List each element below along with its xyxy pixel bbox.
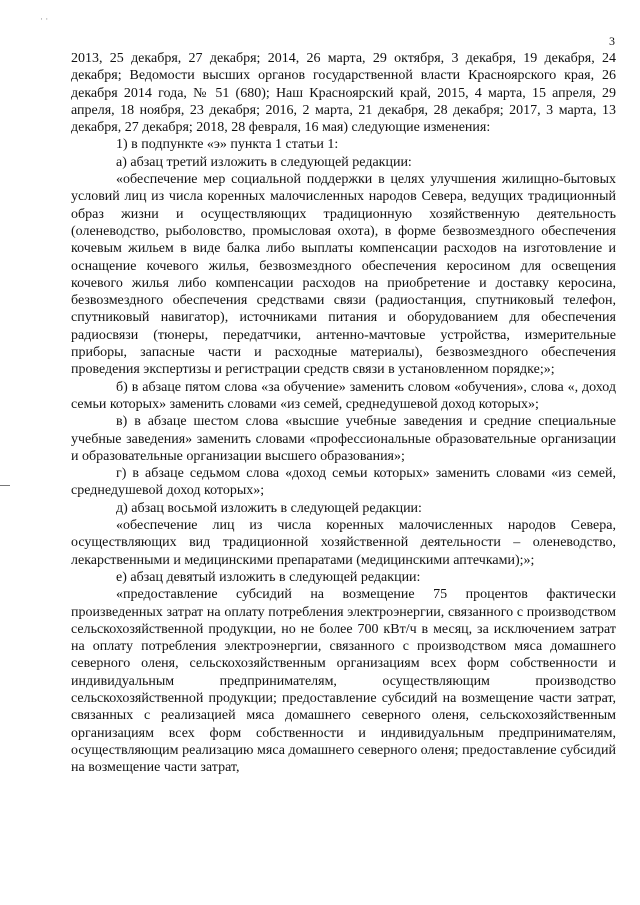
- paragraph-subitem-a: а) абзац третий изложить в следующей редакции:: [116, 154, 412, 170]
- paragraph-intro-continuation: 2013, 25 декабря, 27 декабря; 2014, 26 марта, 29 октября, 3 декабря, 19 декабря, 24 декабря; Ведомости высших органов государственной власти Красноярского края, 26 декабря 2014 года, № 51 (680); Наш Красноярский край, 2015, 4 марта, 15 апреля, 29 апреля, 18 ноября, 23 декабря; 2016, 2 марта, 21 декабря, 28 декабря; 2017, 3 марта, 13 декабря, 27 декабря; 2018, 28 февраля, 16 мая) следующие изменения:: [71, 51, 616, 136]
- paragraph-subitem-g: г) в абзаце седьмом слова «доход семьи которых» заменить словами «из семей, среднедушевой доход которых»;: [71, 466, 616, 499]
- margin-mark: [0, 485, 10, 486]
- scan-artifact-mark: · ·: [40, 14, 49, 24]
- paragraph-subitem-v: в) в абзаце шестом слова «высшие учебные заведения и средние специальные учебные заведения» заменить словами «профессиональные образовательные организации и образовательные организации высшего образования»;: [71, 414, 616, 464]
- paragraph-subitem-e: е) абзац девятый изложить в следующей редакции:: [116, 569, 421, 585]
- paragraph-quote-a: «обеспечение мер социальной поддержки в целях улучшения жилищно-бытовых условий лиц из числа коренных малочисленных народов Севера, ведущих традиционный образ жизни и осуществляющих традиционную хозяйственную деятельность (оленеводство, рыболовство, промысловая охота), в форме безвозмездного обеспечения кочевым жильем в виде балка либо выплаты компенсации расходов на изготовление и оснащение кочевого жилья, безвозмездного обеспечения керосином для освещения кочевого жилья либо компенсации расходов на приобретение и доставку керосина, безвозмездного обеспечения средствами связи (радиостанция, спутниковый телефон, спутниковый навигатор), источниками питания и оборудованием для обеспечения радиосвязи (тюнеры, передатчики, антенно-мачтовые устройства, измерительные приборы, запасные части и расходные материалы), безвозмездного обеспечения проведения экспертизы и регистрации средств связи в установленном порядке;»;: [71, 172, 616, 378]
- paragraph-subitem-b: б) в абзаце пятом слова «за обучение» заменить словом «обучения», слова «, доход семьи которых» заменить словами «из семей, среднедушевой доход которых»;: [71, 379, 616, 412]
- paragraph-quote-e: «предоставление субсидий на возмещение 75 процентов фактически произведенных затрат на оплату потребления электроэнергии, связанного с производством сельскохозяйственной продукции, но не более 700 кВт/ч в месяц, за исключением затрат на оплату потребления электроэнергии, связанного с производством мяса домашнего северного оленя, сельскохозяйственным организациям всех форм собственности и индивидуальным предпринимателям, осуществляющим производство сельскохозяйственной продукции; предоставление субсидий на возмещение части затрат, связанных с реализацией мяса домашнего северного оленя, сельскохозяйственным организациям всех форм собственности и индивидуальным предпринимателям, осуществляющим реализацию мяса домашнего северного оленя; предоставление субсидий на возмещение части затрат,: [71, 587, 616, 776]
- paragraph-quote-d: «обеспечение лиц из числа коренных малочисленных народов Севера, осуществляющих вид традиционной хозяйственной деятельности – оленеводство, лекарственными и медицинскими препаратами (медицинскими аптечками);»;: [71, 518, 616, 568]
- page-number: 3: [609, 34, 615, 48]
- document-body: [71, 50, 616, 776]
- paragraph-item-1: 1) в подпункте «э» пункта 1 статьи 1:: [116, 137, 339, 153]
- paragraph-subitem-d: д) абзац восьмой изложить в следующей редакции:: [116, 500, 422, 516]
